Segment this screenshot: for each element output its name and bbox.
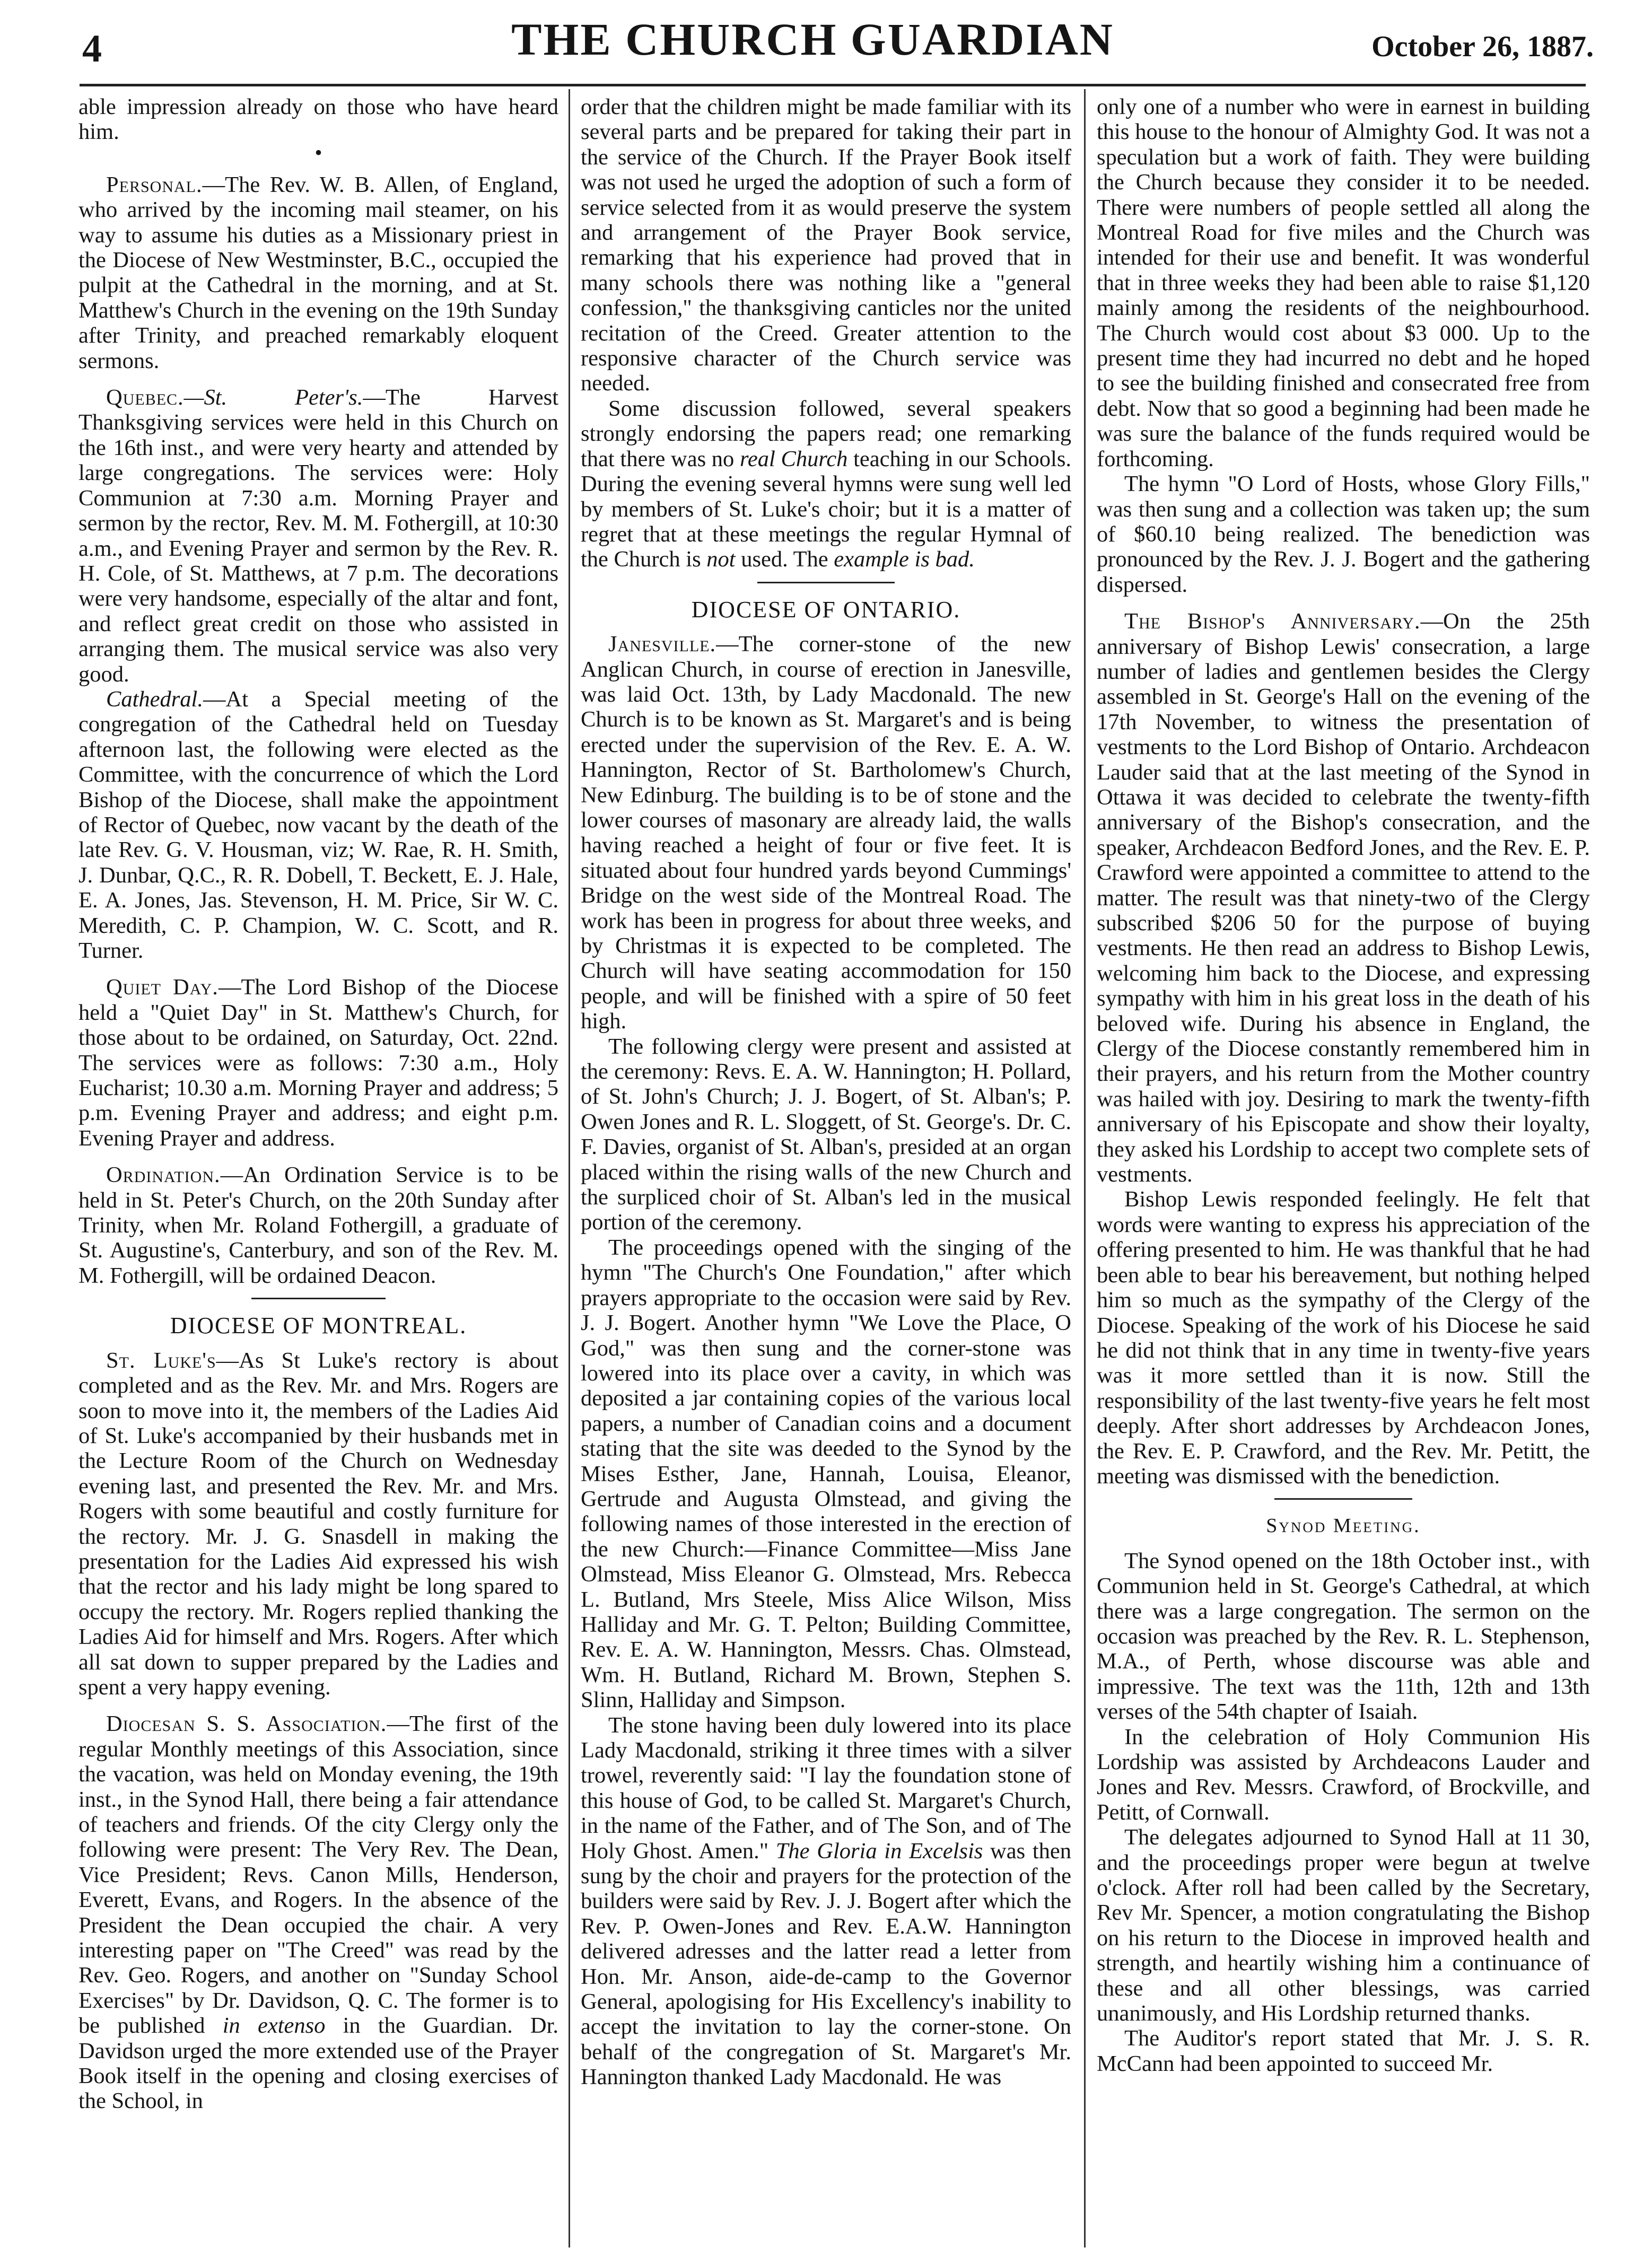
article-label: The Bishop's Anniversary. [1124, 609, 1421, 634]
article-paragraph: Bishop Lewis responded feelingly. He felt that words were wanting to express his appreciation of the offering presented to him. He was thankful that he had been able to bear his bereavement, but nothing helped him so much as the sympathy of the Clergy of the Diocese. Speaking of the work of his Diocese he said he did not think that in any time in twenty-five years was it more settled than it is now. Still the responsibility of the last twenty-five years he felt most deeply. After short addresses by Archdeacon Jones, the Rev. E. P. Crawford, and the Rev. Mr. Petitt, the meeting was dismissed with the benediction. [1097, 1187, 1590, 1489]
article-label: Quiet Day. [106, 975, 218, 1000]
section-heading-ontario: DIOCESE OF ONTARIO. [691, 596, 961, 623]
article-ordination: Ordination.—An Ordination Service is to be held in St. Peter's Church, on the 20th Sunday after Trinity, when Mr. Roland Fothergill, a graduate of St. Augustine's, Canterbury, and son of the Rev. M. M. Fothergill, will be ordained Deacon. [78, 1162, 558, 1288]
article-quebec: Quebec.—St. Peter's.—The Harvest Thanksgiving services were held in this Church on the 16th inst., and were very hearty and attended by large congregations. The services were: Holy Communion at 7:30 a.m. Morning Prayer and sermon by the rector, Rev. M. M. Fothergill, at 10:30 a.m., and Evening Prayer and sermon by the Rev. R. H. Cole, of St. Matthews, at 7 p.m. The decorations were very handsome, especially of the altar and font, and reflect great credit on those who assisted in arranging them. The musical service was also very good. [78, 385, 558, 687]
article-paragraph: The hymn "O Lord of Hosts, whose Glory Fills," was then sung and a collection was taken up; the sum of $60.10 being realized. The benediction was pronounced by the Rev. J. J. Bogert and the gathering dispersed. [1097, 471, 1590, 597]
article-label: St. Luke's [106, 1348, 216, 1373]
column-3 [1097, 94, 1590, 2247]
section-heading-synod: Synod Meeting. [1266, 1515, 1421, 1537]
page-number: 4 [82, 27, 102, 71]
separator-dot: • [314, 140, 322, 164]
column-2 [581, 94, 1071, 2247]
article-janesville: Janesville.—The corner-stone of the new Anglican Church, in course of erection in Janesville, was laid Oct. 13th, by Lady Macdonald. The new Church is to be known as St. Margaret's and is being erected under the supervision of the Rev. E. A. W. Hannington, Rector of St. Bartholomew's Church, New Edinburg. The building is to be of stone and the lower courses of masonary are already laid, the walls having reached a height of four or five feet. It is situated about four hundred yards beyond Cummings' Bridge on the west side of the Montreal Road. The work has been in progress for about three weeks, and by Christmas it is expected to be completed. The Church will have seating accommodation for 150 people, and will be finished with a spire of 50 feet high. [581, 632, 1071, 1034]
article-paragraph: The delegates adjourned to Synod Hall at 11 30, and the proceedings proper were begun at twelve o'clock. After roll had been called by the Secretary, Rev Mr. Spencer, a motion congratulating the Bishop on his return to the Diocese in improved health and strength, and heartily wishing him a continuance of these and all other blessings, was carried unanimously, and His Lordship returned thanks. [1097, 1825, 1590, 2026]
article-paragraph: Some discussion followed, several speakers strongly endorsing the papers read; one remarking that there was no real Church teaching in our Schools. During the evening several hymns were sung well led by members of St. Luke's choir; but it is a matter of regret that at these meetings the regular Hymnal of the Church is not used. The example is bad. [581, 396, 1071, 572]
masthead-rule [80, 84, 1586, 86]
article-label: Diocesan S. S. Association. [106, 1711, 387, 1737]
article-label: Personal. [106, 172, 203, 197]
article-quiet-day: Quiet Day.—The Lord Bishop of the Diocese held a "Quiet Day" in St. Matthew's Church, for those about to be ordained, on Saturday, Oct. 22nd. The services were as follows: 7:30 a.m., Holy Eucharist; 10.30 a.m. Morning Prayer and address; 5 p.m. Evening Prayer and address; and eight p.m. Evening Prayer and address. [78, 975, 558, 1151]
column-divider [569, 89, 570, 2247]
article-paragraph: In the celebration of Holy Communion His Lordship was assisted by Archdeacons Lauder and Jones and Rev. Messrs. Crawford, of Brockville, and Petitt, of Cornwall. [1097, 1724, 1590, 1825]
article-label: Cathedral. [106, 686, 203, 712]
article-ss-association: Diocesan S. S. Association.—The first of the regular Monthly meetings of this Association, since the vacation, was held on Monday evening, the 19th inst., in the Synod Hall, there being a fair attendance of teachers and friends. Of the city Clergy only the following were present: The Very Rev. The Dean, Vice President; Revs. Canon Mills, Henderson, Everett, Evans, and Rogers. In the absence of the President the Dean occupied the chair. A very interesting paper on "The Creed" was read by the Rev. Geo. Rogers, and another on "Sunday School Exercises" by Dr. Davidson, Q. C. The former is to be published in extenso in the Guardian. Dr. Davidson urged the more extended use of the Prayer Book itself in the opening and closing exercises of the School, in [78, 1711, 558, 2114]
article-paragraph: The proceedings opened with the singing of the hymn "The Church's One Foundation," after which prayers appropriate to the occasion were said by Rev. J. J. Bogert. Another hymn "We Love the Place, O God," was then sung and the corner-stone was lowered into its place over a cavity, in which was deposited a jar containing copies of the various local papers, a number of Canadian coins and a document stating that the site was deeded to the Synod by the Mises Esther, Jane, Hannah, Louisa, Eleanor, Gertrude and Augusta Olmstead, and giving the following names of those interested in the erection of the new Church:—Finance Committee—Miss Jane Olmstead, Miss Eleanor G. Olmstead, Mrs. Rebecca L. Butland, Mrs Steele, Miss Alice Wilson, Miss Halliday and Mr. G. T. Pelton; Building Committee, Rev. E. A. W. Hannington, Messrs. Chas. Olmstead, Wm. H. Butland, Richard M. Brown, Stephen S. Slinn, Halliday and Simpson. [581, 1235, 1071, 1713]
section-rule [251, 1298, 386, 1299]
section-heading-montreal: DIOCESE OF MONTREAL. [170, 1313, 467, 1339]
article-continuation: only one of a number who were in earnest in building this house to the honour of Almighty God. It was not a speculation but a work of faith. They were building the Church because they consider it to be needed. There were numbers of people settled all along the Montreal Road for five miles and the Church was intended for their use and benefit. It was wonderful that in three weeks they had been able to raise $1,120 mainly among the residents of the neighbourhood. The Church would cost about $3 000. Up to the present time they had incurred no debt and he hoped to see the building finished and consecrated free from debt. Now that so good a beginning had been made he was sure the balance of the funds required would be forthcoming. [1097, 94, 1590, 471]
article-bishops-anniversary: The Bishop's Anniversary.—On the 25th anniversary of Bishop Lewis' consecration, a large number of ladies and gentlemen besides the Clergy assembled in St. George's Hall on the evening of the 17th November, to witness the presentation of vestments to the Lord Bishop of Ontario. Archdeacon Lauder said that at the last meeting of the Synod in Ottawa it was decided to celebrate the twenty-fifth anniversary of the Bishop's consecration, and the speaker, Archdeacon Bedford Jones, and the Rev. E. P. Crawford were appointed a committee to attend to the matter. The result was that ninety-two of the Clergy subscribed $206 50 for the purpose of buying vestments. He then read an address to Bishop Lewis, welcoming him back to the Diocese, and expressing sympathy with him in his great loss in the death of his beloved wife. During his absence in England, the Clergy of the Diocese constantly remembered him in their prayers, and his return from the Mother country was hailed with joy. Desiring to mark the twenty-fifth anniversary of his Episcopate and show their loyalty, they asked his Lordship to accept two complete sets of vestments. [1097, 609, 1590, 1187]
section-rule [1274, 1498, 1412, 1500]
article-label: Janesville. [608, 632, 716, 657]
masthead [32, 10, 1594, 78]
article-personal: Personal.—The Rev. W. B. Allen, of England, who arrived by the incoming mail steamer, on his way to assume his duties as a Missionary priest in the Diocese of New Westminster, B.C., occupied the pulpit at the Cathedral in the morning, and at St. Matthew's Church in the evening on the 19th Sunday after Trinity, and preached remarkably eloquent sermons. [78, 172, 558, 373]
newspaper-title: THE CHURCH GUARDIAN [511, 14, 1114, 65]
article-synod: The Synod opened on the 18th October inst., with Communion held in St. George's Cathedral, at which there was a large congregation. The sermon on the occasion was preached by the Rev. R. L. Stephenson, M.A., of Perth, whose discourse was able and impressive. The text was the 11th, 12th and 13th verses of the 54th chapter of Isaiah. [1097, 1548, 1590, 1725]
column-divider [1084, 89, 1086, 2247]
article-paragraph: The Auditor's report stated that Mr. J. S. R. McCann had been appointed to succeed Mr. [1097, 2026, 1590, 2076]
article-paragraph: The stone having been duly lowered into its place Lady Macdonald, striking it three times with a silver trowel, reverently said: "I lay the foundation stone of this house of God, to be called St. Margaret's Church, in the name of the Father, and of The Son, and of The Holy Ghost. Amen." The Gloria in Excelsis was then sung by the choir and prayers for the protection of the builders were said by Rev. J. J. Bogert after which the Rev. P. Owen-Jones and Rev. E.A.W. Hannington delivered adresses and the latter read a letter from Hon. Mr. Anson, aide-de-camp to the Governor General, apologising for His Excellency's inability to accept the invitation to lay the corner-stone. On behalf of the congregation of St. Margaret's Mr. Hannington thanked Lady Macdonald. He was [581, 1712, 1071, 2090]
article-paragraph: The following clergy were present and assisted at the ceremony: Revs. E. A. W. Hannington; H. Pollard, of St. John's Church; J. J. Bogert, of St. Alban's; P. Owen Jones and R. L. Sloggett, of St. George's. Dr. C. F. Davies, organist of St. Alban's, presided at an organ placed within the rising walls of the new Church and the surpliced choir of St. Alban's led in the musical portion of the ceremony. [581, 1034, 1071, 1235]
article-cathedral: Cathedral.—At a Special meeting of the congregation of the Cathedral held on Tuesday afternoon last, the following were elected as the Committee, with the concurrence of which the Lord Bishop of the Diocese, shall make the appointment of Rector of Quebec, now vacant by the death of the late Rev. G. V. Housman, viz; W. Rae, R. H. Smith, J. Dunbar, Q.C., R. R. Dobell, T. Beckett, E. J. Hale, E. A. Jones, Jas. Stevenson, H. M. Price, Sir W. C. Meredith, C. P. Champion, W. C. Scott, and R. Turner. [78, 686, 558, 963]
column-1 [78, 94, 558, 2247]
article-label: Ordination. [106, 1162, 221, 1188]
article-continuation: able impression already on those who have heard him. [78, 94, 558, 145]
issue-date: October 26, 1887. [1371, 30, 1594, 63]
section-rule [757, 582, 895, 583]
article-label: Quebec. [106, 385, 184, 410]
article-continuation: order that the children might be made familiar with its several parts and be prepared for taking their part in the service of the Church. If the Prayer Book itself was not used he urged the adoption of such a form of service selected from it as would preserve the system and arrangement of the Prayer Book service, remarking that his experience had proved that in many schools there was nothing like a "general confession," the thanksgiving canticles nor the united recitation of the Creed. Greater attention to the responsive character of the Church service was needed. [581, 94, 1071, 396]
article-st-lukes: St. Luke's—As St Luke's rectory is about completed and as the Rev. Mr. and Mrs. Rogers are soon to move into it, the members of the Ladies Aid of St. Luke's accompanied by their husbands met in the Lecture Room of the Church on Wednesday evening last, and presented the Rev. Mr. and Mrs. Rogers with some beautiful and costly furniture for the rectory. Mr. J. G. Snasdell in making the presentation for the Ladies Aid expressed his wish that the rector and his lady might be long spared to occupy the rectory. Mr. Rogers replied thanking the Ladies Aid for himself and Mrs. Rogers. After which all sat down to supper prepared by the Ladies and spent a very happy evening. [78, 1348, 558, 1700]
